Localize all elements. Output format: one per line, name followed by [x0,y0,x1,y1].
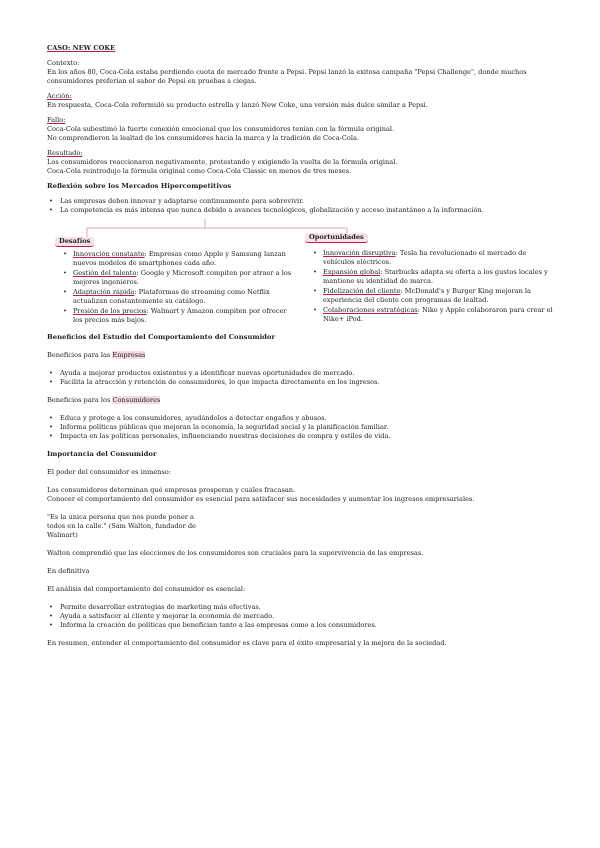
oportunidades-column [305,233,555,325]
desafio-term: Adaptación rápida [73,288,135,296]
list-item: • Facilita la atracción y retención de consumidores, lo que impacta directamente en los ingresos. [47,378,557,387]
desafio-item [55,307,293,325]
desafios-title: Desafíos [55,237,94,247]
contexto-label: Contexto: [47,59,80,67]
resultado-line: Los consumidores reaccionaron negativamente, protestando y exigiendo la vuelta de la fórmula original. [47,158,398,166]
desafio-term: Presión de los precios [73,307,147,315]
accion-text: En respuesta, Coca-Cola reformuló su producto estrella y lanzó New Coke, una versión más dulce similar a Pepsi. [47,101,428,109]
contexto-text: En los años 80, Coca-Cola estaba perdiendo cuota de mercado frente a Pepsi. Pepsi lanzó la exitosa campaña "Pepsi Challenge", donde muchos consumidores preferían el sabor de Pepsi en pruebas a ciegas. [47,68,527,85]
desafio-term: Gestión del talento [73,269,137,277]
desafio-text: : Empresas como Apple y Samsung lanzan nuevos modelos de smartphones cada año. [73,250,286,267]
poder-text: Los consumidores determinan qué empresas prosperan y cuáles fracasan. [47,486,296,494]
list-item: • Impacta en las políticas personales, influenciando nuestras decisiones de compra y estilos de vida. [47,432,557,441]
list-item: • Las empresas deben innovar y adaptarse continuamente para sobrevivir. [47,197,557,206]
analisis-line: El análisis del comportamiento del consumidor es esencial: [47,585,246,593]
poder-text: Conocer el comportamiento del consumidor es esencial para satisfacer sus necesidades y aumentar los ingresos empresariales. [47,495,475,503]
accion-label: Acción: [47,92,72,100]
resultado-label: Resultado: [47,149,83,157]
beneficios-heading: Beneficios del Estudio del Comportamiento del Consumidor [47,333,276,341]
reflexion-heading: Reflexión sobre los Mercados Hipercompetitivos [47,182,232,190]
desafios-column [55,237,293,326]
resultado-line: Coca-Cola reintrodujo la fórmula original como Coca-Cola Classic en menos de tres meses. [47,167,352,175]
analisis-list [47,603,557,630]
ben-empresas-word: Empresas [112,351,146,359]
definitiva-line: En definitiva [47,567,90,575]
oportunidad-item [305,306,555,324]
desafio-text: : Google y Microsoft compiten por atraer a los mejores ingenieros. [73,269,292,286]
oportunidades-title: Oportunidades [305,233,368,243]
ben-consumidores-word: Consumidores [112,396,161,404]
mindmap [47,215,557,333]
desafio-item [55,269,293,287]
ben-consumidores-line [47,396,557,405]
list-item: • La competencia es más intensa que nunca debido a avances tecnológicos, globalización y acceso instantáneo a la información. [47,206,557,215]
poder-line: El poder del consumidor es inmenso: [47,468,171,476]
reflexion-list [47,197,557,215]
fallo-line: Coca-Cola subestimó la fuerte conexión emocional que los consumidores tenían con la fórmula original. [47,125,395,133]
page-title: CASO: NEW COKE [47,44,116,52]
oportunidad-term: Innovación disruptiva [323,249,396,257]
list-item: • Ayuda a satisfacer al cliente y mejorar la economía de mercado. [47,612,557,621]
oportunidad-text: : Nike y Apple colaboraron para crear el Nike+ iPod. [323,306,553,323]
resumen-line: En resumen, entender el comportamiento del consumidor es clave para el éxito empresarial y la mejora de la sociedad. [47,639,447,647]
oportunidad-item [305,287,555,305]
desafio-item [55,288,293,306]
document [47,44,557,648]
ben-consumidores-list [47,414,557,441]
oportunidad-term: Fidelización del cliente [323,287,401,295]
walton-line: Walton comprendió que las elecciones de los consumidores son cruciales para la supervivencia de las empresas. [47,549,424,557]
desafio-item [55,250,293,268]
oportunidad-term: Expansión global [323,268,381,276]
importancia-heading: Importancia del Consumidor [47,450,157,458]
list-item: • Permite desarrollar estrategias de marketing más efectivas. [47,603,557,612]
desafio-text: : Plataformas de streaming como Netflix actualizan constantemente su catálogo. [73,288,270,305]
list-item: • Informa la creación de políticas que benefician tanto a las empresas como a los consumidores. [47,621,557,630]
ben-empresas-prefix: Beneficios para las [47,351,113,359]
desafio-term: Innovación constante [73,250,145,258]
oportunidad-term: Colaboraciones estratégicas [323,306,418,314]
ben-empresas-line [47,351,557,360]
list-item: • Educa y protege a los consumidores, ayudándolos a detectar engaños y abusos. [47,414,557,423]
oportunidad-text: : Starbucks adapta su oferta a los gustos locales y mantiene su identidad de marca. [323,268,548,285]
list-item: • Informa políticas públicas que mejoran la economía, la seguridad social y la planificación familiar. [47,423,557,432]
fallo-line: No comprendieron la lealtad de los consumidores hacia la marca y la tradición de Coca-Cola. [47,134,360,142]
oportunidad-text: : Tesla ha revolucionado el mercado de vehículos eléctricos. [323,249,527,266]
ben-consumidores-prefix: Beneficios para los [47,396,113,404]
list-item: • Ayuda a mejorar productos existentes y a identificar nuevas oportunidades de mercado. [47,369,557,378]
ben-empresas-list [47,369,557,387]
oportunidad-item [305,249,555,267]
oportunidad-item [305,268,555,286]
fallo-label: Fallo: [47,116,66,124]
desafio-text: : Walmart y Amazon compiten por ofrecer los precios más bajos. [73,307,287,324]
walton-quote: "Es la única persona que nos puede poner a todos en la calle." (Sam Walton, fundador de Walmart) [47,513,196,539]
oportunidad-text: : McDonald's y Burger King mejoran la experiencia del cliente con programas de lealtad. [323,287,531,304]
